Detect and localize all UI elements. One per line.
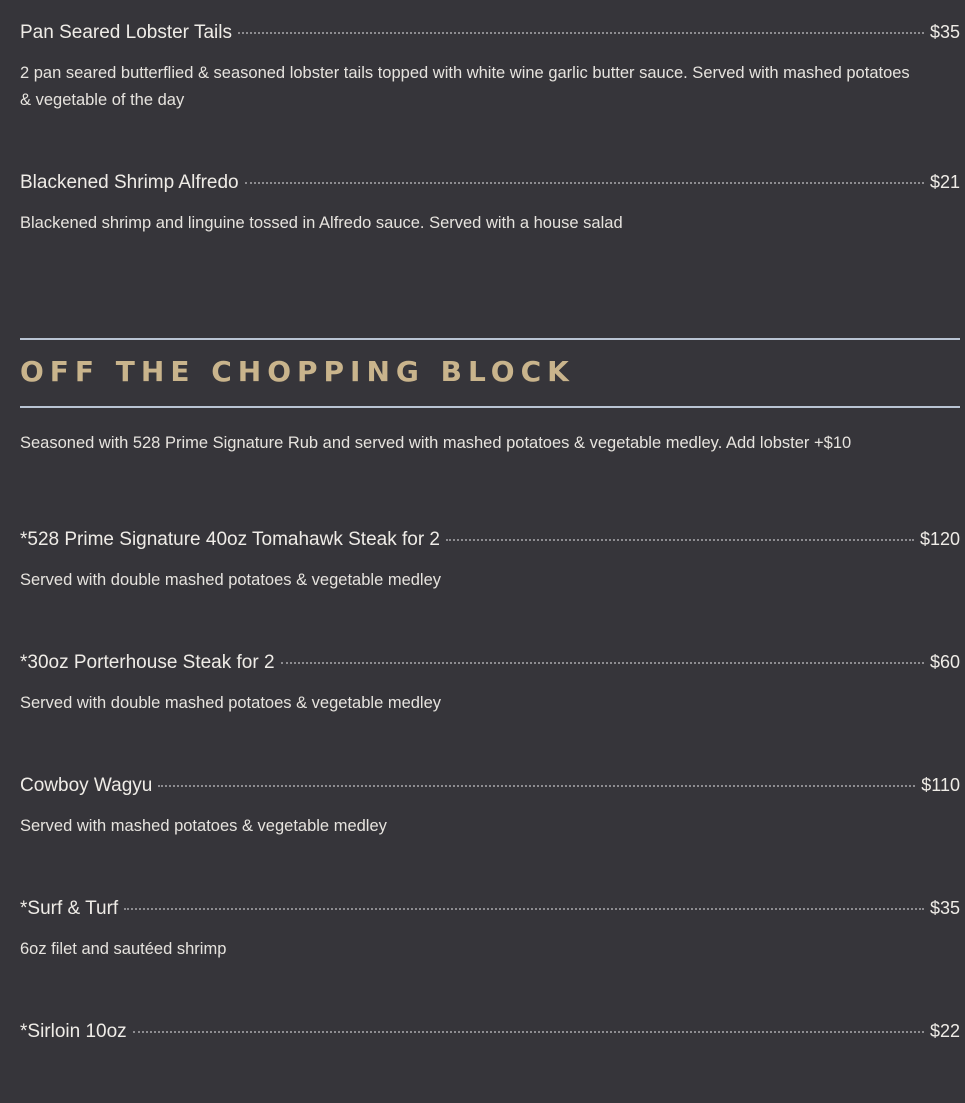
item-description: Blackened shrimp and linguine tossed in Alfredo sauce. Served with a house salad	[20, 214, 623, 232]
item-name: Cowboy Wagyu	[20, 775, 153, 796]
dot-leader	[446, 539, 914, 541]
dot-leader	[124, 908, 924, 910]
item-price: $35	[929, 22, 960, 42]
item-price: $60	[929, 652, 960, 672]
menu-item	[20, 652, 960, 717]
item-name: *528 Prime Signature 40oz Tomahawk Steak for 2	[20, 529, 440, 550]
item-name: *Sirloin 10oz	[20, 1021, 127, 1042]
section-top-rule	[20, 338, 960, 340]
item-description: Served with double mashed potatoes & vegetable medley	[20, 571, 442, 589]
item-description: 6oz filet and sautéed shrimp	[20, 940, 227, 958]
menu-item	[20, 898, 960, 963]
item-price: $22	[929, 1021, 960, 1041]
item-description: Served with double mashed potatoes & vegetable medley	[20, 694, 442, 712]
dot-leader	[133, 1031, 924, 1033]
menu-item	[20, 529, 960, 594]
item-price: $110	[921, 775, 960, 795]
section-title: OFF THE CHOPPING BLOCK	[20, 355, 575, 388]
menu-item-row	[20, 172, 960, 198]
dot-leader	[158, 785, 915, 787]
item-description: Served with mashed potatoes & vegetable medley	[20, 817, 387, 835]
item-name: *30oz Porterhouse Steak for 2	[20, 652, 275, 673]
menu-item-row	[20, 529, 960, 555]
dot-leader	[238, 32, 924, 34]
item-name: Blackened Shrimp Alfredo	[20, 172, 239, 193]
menu-item	[20, 1021, 960, 1047]
item-price: $35	[929, 898, 960, 918]
item-description: 2 pan seared butterflied & seasoned lobster tails topped with white wine garlic butter sauce. Served with mashed potatoes & vegetable of the day	[20, 64, 910, 109]
menu-item-row	[20, 1021, 960, 1047]
menu-item-row	[20, 898, 960, 924]
dot-leader	[281, 662, 924, 664]
menu-item-row	[20, 652, 960, 678]
menu-item	[20, 22, 960, 114]
menu-item	[20, 172, 960, 237]
menu-item	[20, 775, 960, 840]
section-note: Seasoned with 528 Prime Signature Rub and served with mashed potatoes & vegetable medley. Add lobster +$10	[20, 434, 852, 452]
item-price: $21	[929, 172, 960, 192]
item-name: *Surf & Turf	[20, 898, 119, 919]
item-name: Pan Seared Lobster Tails	[20, 22, 232, 43]
item-price: $120	[919, 529, 960, 549]
dot-leader	[245, 182, 924, 184]
menu-item-row	[20, 775, 960, 801]
section-bottom-rule	[20, 406, 960, 408]
menu-item-row	[20, 22, 960, 48]
